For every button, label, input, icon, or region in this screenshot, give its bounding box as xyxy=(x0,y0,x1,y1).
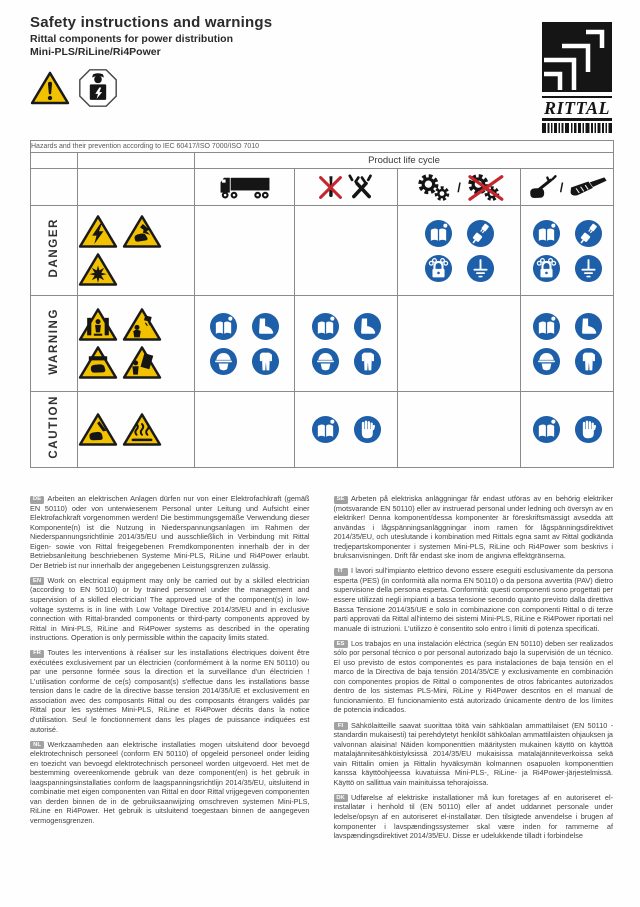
language-badge-se: SE xyxy=(334,496,348,504)
paragraph-fr xyxy=(30,648,310,734)
protective-gloves-mandatory xyxy=(353,415,382,444)
transport-cell xyxy=(195,206,295,296)
transport-cell xyxy=(195,296,295,392)
protective-clothing-mandatory xyxy=(251,347,280,376)
hot-surface-warning xyxy=(122,412,162,447)
read-manual-mandatory xyxy=(532,312,561,341)
paragraph-text: I lavori sull'impianto elettrico devono essere eseguiti esclusivamente da persona esperta (PES) (in conformità alla norma EN 50110) o da persona avvertita (PAV) dietro supervisione della persona esperta. Conformità: questi componenti sono progettati per essere utilizzati negli impianti a bassa tensione secondo quanto previsto dalla direttiva Bassa Tensione 2014/35/UE e solo in combinazione con componenti Rittal o di terze parti approvati da Rittal all'interno dei sistemi Mini-PLS, RiLine e Ri4Power riportati nel manuale di istruzioni. L'utilizzo è consentito solo entro i limiti di potenza specificati. xyxy=(333,566,613,633)
separator: / xyxy=(457,179,461,195)
installation-cell xyxy=(295,206,398,296)
safety-helmet-mandatory xyxy=(311,347,340,376)
maintenance-cell xyxy=(521,206,614,296)
lifecycle-column-installation xyxy=(295,169,398,206)
text-column-left xyxy=(30,494,310,846)
protective-clothing-mandatory xyxy=(574,347,603,376)
hazard-icons-cell xyxy=(78,392,195,468)
maintenance-cell xyxy=(521,296,614,392)
gears-icon xyxy=(414,172,454,202)
lifecycle-header: Product life cycle xyxy=(195,153,614,169)
hand-injury-warning xyxy=(122,214,162,249)
lockout-mandatory xyxy=(532,254,561,283)
no-gears-icon xyxy=(464,172,504,202)
rittal-barcode xyxy=(542,123,612,133)
multilingual-text xyxy=(30,494,613,846)
lifecycle-column-maintenance xyxy=(521,169,614,206)
electric-shock-warning xyxy=(78,214,118,249)
disconnect-plug-mandatory xyxy=(466,219,495,248)
severity-label-cell xyxy=(31,206,78,296)
disconnect-plug-mandatory xyxy=(574,219,603,248)
no-assembly-icon xyxy=(317,174,344,201)
severity-label-cell xyxy=(31,392,78,468)
rittal-logo xyxy=(542,22,612,133)
language-badge-fi: FI xyxy=(334,722,348,730)
page-subtitle: Rittal components for power distribution xyxy=(30,32,233,45)
explosion-warning xyxy=(78,252,118,287)
falling-objects-warning xyxy=(122,307,162,342)
tipping-load-warning xyxy=(122,345,162,380)
paragraph-text: Arbeten på elektriska anläggningar får endast utföras av en behörig elektriker (motsvarande EN 50110) eller av instruerad personal under ledning och översyn av en elektriker! Denna komponent/dessa komponenter är föreskriftsmässigt avsedda att användas i lågspänningsanläggningar inom ramen för lågspänningsdirektivet 2014/35/EU, och uteslutande i kombination med Rittals egna samt av Rittal godkända tredjepartskomponenter i systemen Mini-PLS, RiLine och Ri4Power som beskrivs i bruksanvisningen. Drift får endast ske inom de angivna effektgränserna. xyxy=(333,494,613,561)
cut-injury-warning xyxy=(78,412,118,447)
general-warning-icon xyxy=(30,70,70,111)
read-manual-mandatory xyxy=(209,312,238,341)
lifecycle-column-operation xyxy=(398,169,521,206)
paragraph-en xyxy=(30,576,310,643)
hazard-icons-cell xyxy=(78,296,195,392)
page-title: Safety instructions and warnings xyxy=(30,14,273,31)
earth-connection-mandatory xyxy=(574,254,603,283)
safety-boots-mandatory xyxy=(574,312,603,341)
safety-helmet-mandatory xyxy=(532,347,561,376)
paragraph-de xyxy=(30,494,310,570)
document-header xyxy=(30,14,430,113)
paragraph-se xyxy=(334,494,614,561)
brush-icon xyxy=(566,175,608,199)
qualified-electrician-icon xyxy=(78,68,118,113)
safety-helmet-mandatory xyxy=(209,347,238,376)
rittal-wordmark: RITTAL xyxy=(542,96,612,121)
rittal-logo-mark xyxy=(542,22,612,92)
empty-cell xyxy=(31,169,78,206)
lockout-mandatory xyxy=(424,254,453,283)
maintenance-cell xyxy=(521,392,614,468)
page-products: Mini-PLS/RiLine/Ri4Power xyxy=(30,46,161,58)
protective-gloves-mandatory xyxy=(574,415,603,444)
text-column-right xyxy=(334,494,614,846)
safety-boots-mandatory xyxy=(353,312,382,341)
installation-cell xyxy=(295,392,398,468)
paragraph-dk xyxy=(334,793,614,841)
hand-crush-warning xyxy=(78,345,118,380)
operation-cell xyxy=(398,206,521,296)
lifecycle-header-row xyxy=(31,153,614,169)
crush-warning xyxy=(78,307,118,342)
protective-clothing-mandatory xyxy=(353,347,382,376)
earth-connection-mandatory xyxy=(466,254,495,283)
severity-label-cell xyxy=(31,296,78,392)
severity-row-caution xyxy=(31,392,614,468)
hazard-table xyxy=(30,140,614,468)
hazard-icons-cell xyxy=(78,206,195,296)
paragraph-text: Sähkölaitteille saavat suorittaa töitä vain sähköalan ammattilaiset (EN 50110 -standardin mukaisesti) tai perehdytetyt henkilöt sähköalan ammattilaisten ohjauksen ja valvonnan alaisina! Näiden komponenttien määritysten mukainen käyttö on käyttöä matalajännitesähköistyksissä 2014/35/EU mukaisissa matalajänniteverkoissa sekä vain Rittalin omien ja Rittalin hyväksymän kolmannen osapuolen komponenttien kanssa käyttöohjeessa kuvatuissa Mini-PLS-, RiLine- ja Ri4Power-järjestelmissä. Käyttö on sallittua vain mainituissa tehorajoissa. xyxy=(333,720,613,787)
language-badge-it: IT xyxy=(334,568,348,576)
service-tools-icon xyxy=(526,174,557,201)
installation-cell xyxy=(295,296,398,392)
paragraph-text: Work on electrical equipment may only be carried out by a skilled electrician (according to EN 50110) or by trained personnel under the management and supervision of a skilled electrician! The approved use of the component(s) in low-voltage systems is in line with Low Voltage Directive 2014/35/EU and in exclusive connection with Rittal-branded components or third-party components approved by Rittal in Mini-PLS, RiLine and Ri4Power systems as described in the operating instructions. Operation is only permissible within the capacity limits stated. xyxy=(30,575,310,643)
empty-cell xyxy=(78,153,195,169)
language-badge-dk: DK xyxy=(334,794,348,802)
language-badge-en: EN xyxy=(30,577,44,585)
paragraph-text: Los trabajos en una instalación eléctrica (según EN 50110) deben ser realizados sólo por personal técnico o por personal autorizado bajo la supervisión de un técnico. El uso previsto de estos componentes es para instalaciones de baja tensión en el marco de la Directiva de baja tensión 2014/35/CE y exclusivamente en combinación con componentes propios de Rittal o componentes de otros fabricantes autorizados dentro de los sistemas PLS-Mini, RiLine y Ri4Power descritos en el manual de funcionamiento. El funcionamiento está autorizado únicamente dentro de los límites de potencia indicados. xyxy=(333,638,613,715)
read-manual-mandatory xyxy=(532,219,561,248)
paragraph-it xyxy=(334,566,614,633)
table-caption-row xyxy=(31,141,614,153)
read-manual-mandatory xyxy=(311,312,340,341)
lifecycle-column-transport xyxy=(195,169,295,206)
paragraph-es xyxy=(334,639,614,715)
paragraph-text: Werkzaamheden aan elektrische installaties mogen uitsluitend door bevoegd elektrotechnisch personeel (conform EN 50110) of opgeleid personeel onder leiding en toezicht van bevoegd elektrotechnisch personeel worden uitgevoerd. Het met de bestemming overeenkomende gebruik van deze component(en) is het gebruik in laagspanningsinstallaties conform de laagspanningsrichtlijn 2014/35/EU, uitsluitend in combinatie met eigen componenten van Rittal en door Rittal vrijgegeven componenten van derden binnen de in de gebruiksaanwijzing omschreven systemen Mini-PLS, RiLine en Ri4Power. Het gebruik is uitsluitend toegestaan binnen de aangegeven vermogensgrenzen. xyxy=(30,739,310,825)
truck-icon xyxy=(218,174,272,201)
severity-label: WARNING xyxy=(48,307,60,375)
operation-cell xyxy=(398,296,521,392)
paragraph-nl xyxy=(30,740,310,826)
lifecycle-icon-row xyxy=(31,169,614,206)
empty-cell xyxy=(31,153,78,169)
paragraph-text: Arbeiten an elektrischen Anlagen dürfen nur von einer Elektrofachkraft (gemäß EN 50110) oder von unterwiesenem Personal unter Leitung und Aufsicht einer Elektrofachkraft vorgenommen werden! Die bestimmungsgemäße Verwendung dieser Komponente(n) ist die Nutzung in Niederspannungsanlagen im Rahmen der Niederspannungsrichtlinie 2014/35/EU und ausschließlich in Verbindung mit Rittal Eigen- sowie von Rittal freigegebenen Fremdkomponenten innerhalb der in der Betriebsanleitung beschriebenen Systeme Mini-PLS, RiLine und Ri4Power erlaubt. Der Betrieb ist nur innerhalb der angegebenen Leistungsgrenzen zulässig. xyxy=(30,494,310,570)
header-icon-row xyxy=(30,68,430,113)
language-badge-es: ES xyxy=(334,640,348,648)
language-badge-nl: NL xyxy=(30,741,44,749)
separator: / xyxy=(559,179,564,195)
safety-boots-mandatory xyxy=(251,312,280,341)
paragraph-text: Udførelse af elektriske installationer må kun foretages af en autoriseret el-installatør i henhold til (EN 50110) eller af andet uddannet personale under ledelse/opsyn af en autoriseret el-installatør. Den tilsigtede anvendelse i brugen af komponenter i lavspændingssystemer skal være inden for rammerne af lavspændingsdirektivet 2014/35/EU. Disse er udelukkende tilladt i forbindelse xyxy=(333,792,613,841)
read-manual-mandatory xyxy=(532,415,561,444)
table-caption: Hazards and their prevention according to IEC 60417/ISO 7000/ISO 7010 xyxy=(31,141,614,153)
read-manual-mandatory xyxy=(311,415,340,444)
paragraph-text: Toutes les interventions à réaliser sur les installations électriques doivent être exécutées exclusivement par un électricien (conformément à la norme EN 50110) ou par une personne formée sous la direction et la surveillance d'un électricien ! L'utilisation conforme de ce(s) composant(s) s'effectue dans les installations basse tension dans le cadre de la directive basse tension 2014/35/UE et exclusivement en association avec des composants Rittal ou des composants étrangers validés par Rittal pour les systèmes Mini-PLS, RiLine et Ri4Power décrits dans la notice d'utilisation. Seul le fonctionnement dans les plages de puissance indiquées est autorisé. xyxy=(30,648,310,734)
severity-row-warning xyxy=(31,296,614,392)
severity-label: CAUTION xyxy=(48,395,60,459)
severity-row-danger xyxy=(31,206,614,296)
operation-cell xyxy=(398,392,521,468)
read-manual-mandatory xyxy=(424,219,453,248)
paragraph-fi xyxy=(334,721,614,788)
language-badge-de: DE xyxy=(30,496,44,504)
language-badge-fr: FR xyxy=(30,650,44,658)
severity-label: DANGER xyxy=(48,218,60,278)
transport-cell xyxy=(195,392,295,468)
empty-cell xyxy=(78,169,195,206)
crossed-tools-icon xyxy=(347,174,376,201)
